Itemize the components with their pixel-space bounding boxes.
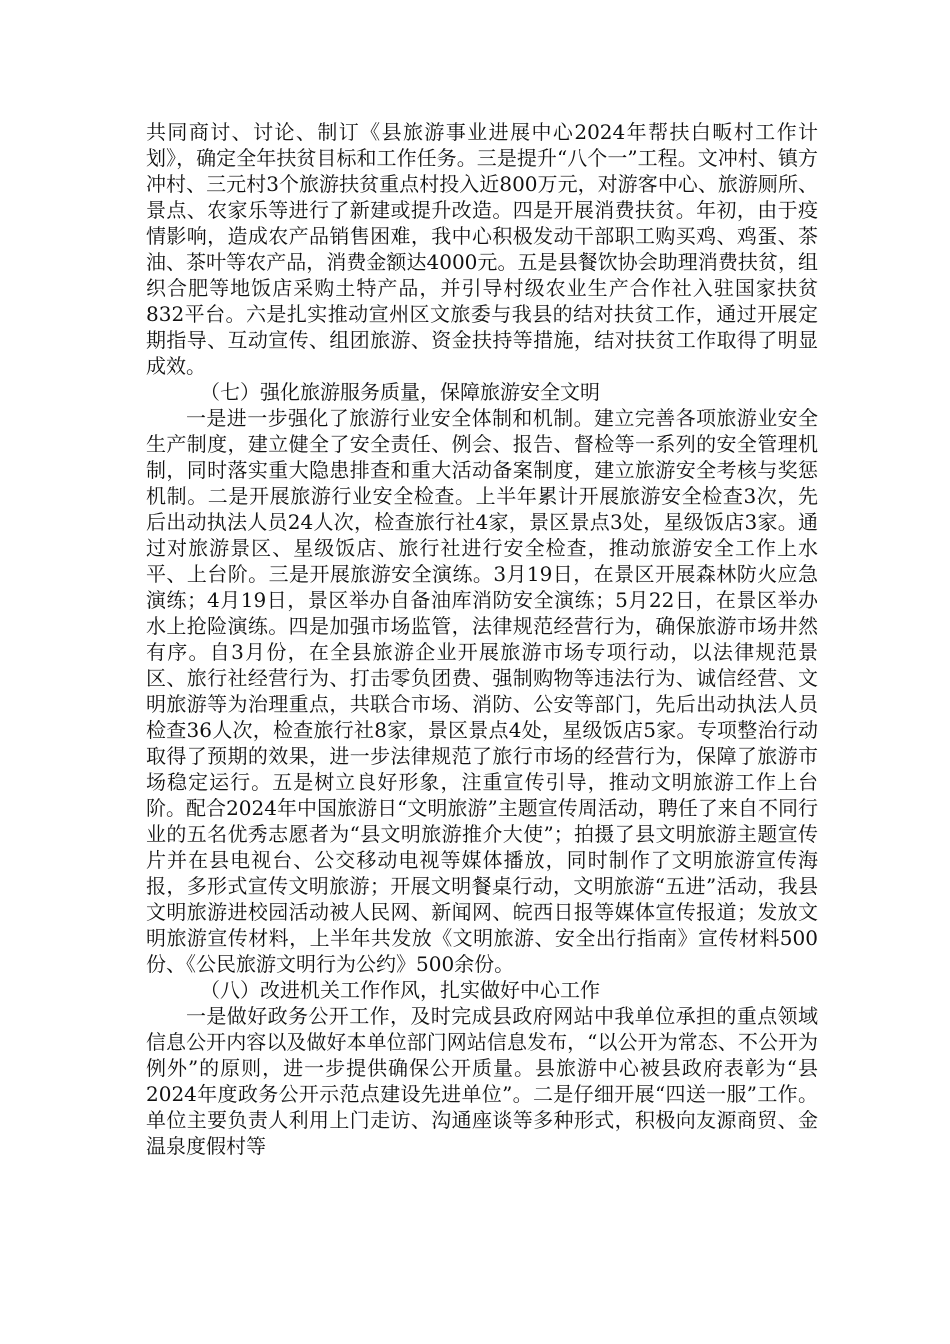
section-heading-seven: （七）强化旅游服务质量，保障旅游安全文明 — [200, 380, 600, 404]
paragraph-work-style: 一是做好政务公开工作，及时完成县政府网站中我单位承担的重点领域信息公开内容以及做好本单位部门网站信息发布，“以公开为常态、不公开为例外”的原则，进一步提供确保公开质量。县旅游中心被县政府表彰为“县2024年度政务公开示范点建设先进单位”。二是仔细开展“四送一服”工作。单位主要负责人利用上门走访、沟通座谈等多种形式，积极向友源商贸、金温泉度假村等 — [146, 1004, 818, 1158]
section-heading-eight: （八）改进机关工作作风，扎实做好中心工作 — [200, 978, 600, 1002]
paragraph-tourism-safety: 一是进一步强化了旅游行业安全体制和机制。建立完善各项旅游业安全生产制度，建立健全了安全责任、例会、报告、督检等一系列的安全管理机制，同时落实重大隐患排查和重大活动备案制度，建立旅游安全考核与奖惩机制。二是开展旅游行业安全检查。上半年累计开展旅游安全检查3次，先后出动执法人员24人次，检查旅行社4家，景区景点3处，星级饭店3家。通过对旅游景区、星级饭店、旅行社进行安全检查，推动旅游安全工作上水平、上台阶。三是开展旅游安全演练。3月19日，在景区开展森林防火应急演练；4月19日，景区举办自备油库消防安全演练；5月22日，在景区举办水上抢险演练。四是加强市场监管，法律规范经营行为，确保旅游市场井然有序。自3月份，在全县旅游企业开展旅游市场专项行动，以法律规范景区、旅行社经营行为、打击零负团费、强制购物等违法行为、诚信经营、文明旅游等为治理重点，共联合市场、消防、公安等部门，先后出动执法人员检查36人次，检查旅行社8家，景区景点4处，星级饭店5家。专项整治行动取得了预期的效果，进一步法律规范了旅行市场的经营行为，保障了旅游市场稳定运行。五是树立良好形象，注重宣传引导，推动文明旅游工作上台阶。配合2024年中国旅游日“文明旅游”主题宣传周活动，聘任了来自不同行业的五名优秀志愿者为“县文明旅游推介大使”；拍摄了县文明旅游主题宣传片并在县电视台、公交移动电视等媒体播放，同时制作了文明旅游宣传海报，多形式宣传文明旅游；开展文明餐桌行动，文明旅游“五进”活动，我县文明旅游进校园活动被人民网、新闻网、皖西日报等媒体宣传报道；发放文明旅游宣传材料，上半年共发放《文明旅游、安全出行指南》宣传材料500份、《公民旅游文明行为公约》500余份。 — [146, 406, 818, 976]
paragraph-poverty-alleviation-continued: 共同商讨、讨论、制订《县旅游事业进展中心2024年帮扶白畈村工作计划》，确定全年扶贫目标和工作任务。三是提升“八个一”工程。文冲村、镇方冲村、三元村3个旅游扶贫重点村投入近800万元，对游客中心、旅游厕所、景点、农家乐等进行了新建或提升改造。四是开展消费扶贫。年初，由于疫情影响，造成农产品销售困难，我中心积极发动干部职工购买鸡、鸡蛋、茶油、茶叶等农产品，消费金额达4000元。五是县餐饮协会助理消费扶贫，组织合肥等地饭店采购土特产品，并引导村级农业生产合作社入驻国家扶贫832平台。六是扎实推动宣州区文旅委与我县的结对扶贫工作，通过开展定期指导、互动宣传、组团旅游、资金扶持等措施，结对扶贫工作取得了明显成效。 — [146, 120, 818, 378]
document-body — [146, 119, 818, 1159]
